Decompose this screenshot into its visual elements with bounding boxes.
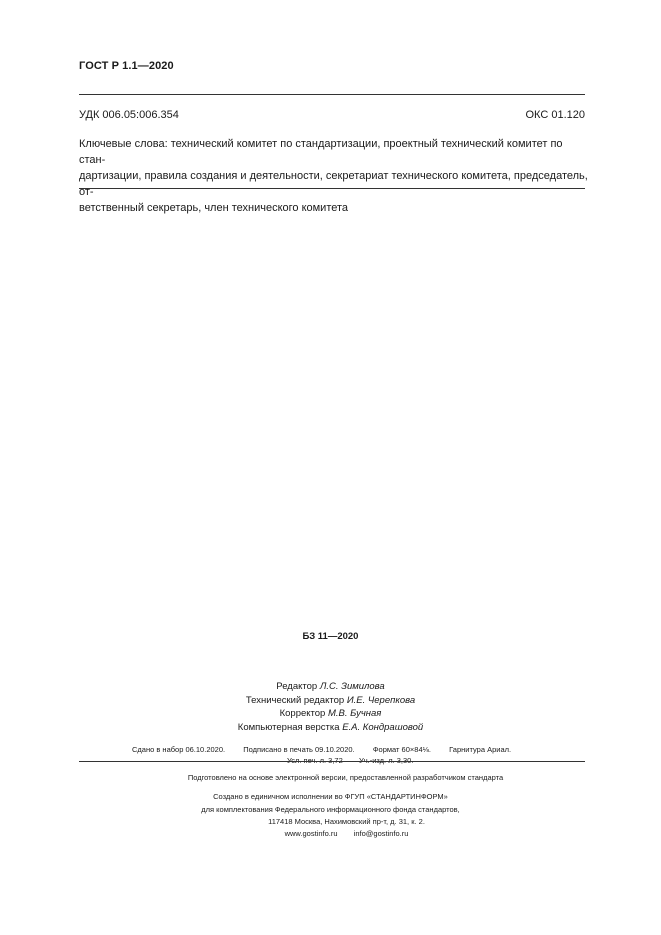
udk-code: УДК 006.05:006.354	[79, 109, 179, 121]
credit-role: Компьютерная верстка	[237, 721, 340, 733]
publisher-line: для комплектования Федерального информационного фонда стандартов,	[201, 805, 460, 814]
print-info-row	[132, 743, 511, 756]
paper-format: Формат 60×84⅛.	[372, 745, 431, 754]
email-link[interactable]: info@gostinfo.ru	[353, 829, 409, 838]
credit-layout	[0, 721, 661, 735]
edition-number: БЗ 11—2020	[302, 631, 359, 642]
contacts-line	[0, 828, 661, 840]
typeface: Гарнитура Ариал.	[449, 745, 512, 754]
credit-person: Е.А. Кондрашовой	[342, 721, 424, 733]
signed-date: Подписано в печать 09.10.2020.	[243, 745, 355, 754]
credit-corrector	[0, 707, 661, 721]
keywords-line: Ключевые слова: технический комитет по стандартизации, проектный технический комитет по стан-	[79, 138, 563, 166]
credit-tech-editor	[0, 694, 661, 708]
credit-person: М.В. Бучная	[327, 708, 382, 719]
pub-sheets: Уч.-изд. л. 3,30.	[358, 756, 414, 765]
footer-divider	[79, 761, 585, 762]
print-sheets: Усл. печ. л. 3,72	[287, 756, 343, 765]
keywords-block	[79, 136, 589, 216]
top-divider	[79, 94, 585, 95]
credit-role: Редактор	[276, 681, 318, 692]
typeset-date: Сдано в набор 06.10.2020.	[132, 745, 226, 754]
credit-person: Л.С. Зимилова	[319, 681, 385, 692]
credit-role: Технический редактор	[245, 694, 345, 706]
standard-code: ГОСТ Р 1.1—2020	[79, 60, 174, 72]
credit-editor	[0, 680, 661, 694]
postal-address: 117418 Москва, Нахимовский пр-т, д. 31, к. 2.	[268, 817, 425, 826]
credits-block	[0, 680, 661, 734]
address-block	[0, 816, 661, 840]
publisher-block	[0, 790, 661, 816]
keywords-divider	[79, 188, 585, 189]
website-link[interactable]: www.gostinfo.ru	[284, 829, 338, 838]
credit-person: И.Е. Черепкова	[346, 694, 416, 706]
oks-code: ОКС 01.120	[525, 109, 585, 121]
prepared-note: Подготовлено на основе электронной версии, предоставленной разработчиком стандарта	[187, 773, 504, 782]
keywords-line: дартизации, правила создания и деятельности, секретариат технического комитета, председатель, от-	[79, 170, 588, 198]
keywords-line: ветственный секретарь, член технического комитета	[79, 202, 349, 214]
credit-role: Корректор	[279, 708, 326, 719]
publisher-line: Создано в единичном исполнении во ФГУП «СТАНДАРТИНФОРМ»	[213, 792, 448, 801]
